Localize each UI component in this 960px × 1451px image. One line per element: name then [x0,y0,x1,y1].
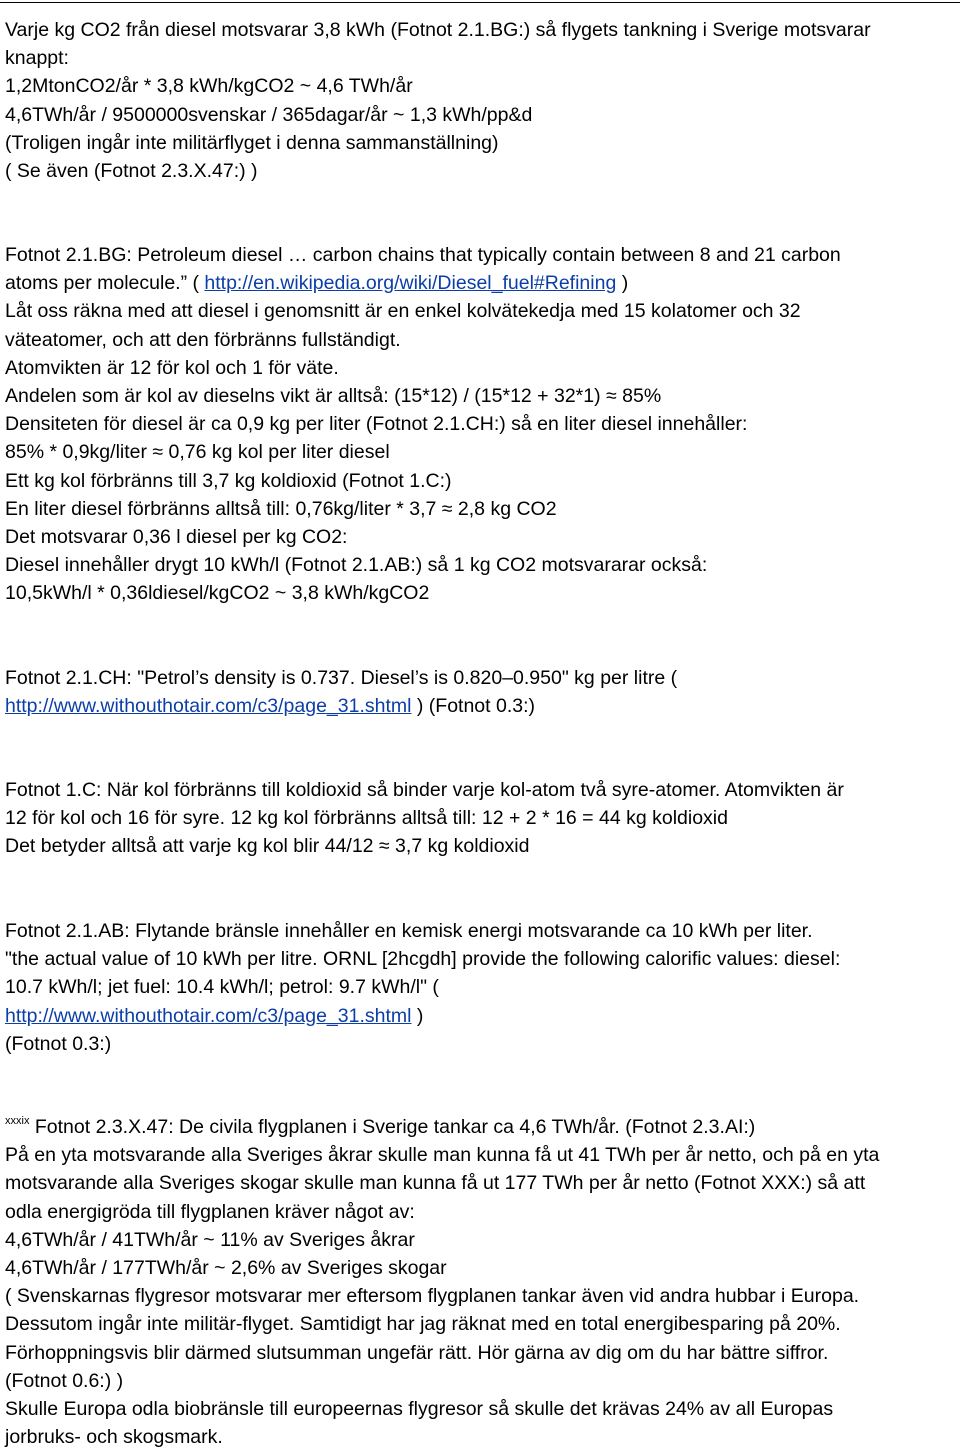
text-line: 4,6TWh/år / 41TWh/år ~ 11% av Sveriges åkrar [5,1228,415,1251]
wikipedia-diesel-link[interactable]: http://en.wikipedia.org/wiki/Diesel_fuel#Refining [204,272,617,295]
text-line: knappt: [5,47,69,70]
text-line: Skulle Europa odla biobränsle till europeernas flygresor så skulle det krävas 24% av all Europas [5,1397,834,1420]
text-line: 4,6TWh/år / 9500000svenskar / 365dagar/år ~ 1,3 kWh/pp&d [5,103,533,126]
text-line: En liter diesel förbränns alltså till: 0,76kg/liter * 3,7 ≈ 2,8 kg CO2 [5,497,557,520]
text-line: 10.7 kWh/l; jet fuel: 10.4 kWh/l; petrol: 9.7 kWh/l" ( [5,976,439,999]
text-line: odla energigröda till flygplanen kräver något av: [5,1200,415,1223]
intro-paragraph [5,16,955,185]
footnote-marker: xxxix [5,1115,30,1127]
text-fragment: atoms per molecule.” ( [5,272,205,295]
text-fragment: ) [616,272,629,295]
withouthotair-link[interactable]: http://www.withouthotair.com/c3/page_31.shtml [5,695,412,718]
text-line: 10,5kWh/l * 0,36ldiesel/kgCO2 ~ 3,8 kWh/kgCO2 [5,582,430,605]
text-line [5,692,955,720]
text-line: Det motsvarar 0,36 l diesel per kg CO2: [5,525,348,548]
text-line: Fotnot 2.1.AB: Flytande bränsle innehåller en kemisk energi motsvarande ca 10 kWh per liter. [5,920,813,942]
text-line: väteatomer, och att den förbränns fullständigt. [5,328,401,351]
text-line: Varje kg CO2 från diesel motsvarar 3,8 kWh (Fotnot 2.1.BG:) så flygets tankning i Sverige motsvarar [5,19,871,41]
text-line: Diesel innehåller drygt 10 kWh/l (Fotnot 2.1.AB:) så 1 kg CO2 motsvararar också: [5,554,708,577]
text-line: Låt oss räkna med att diesel i genomsnitt är en enkel kolvätekedja med 15 kolatomer och 32 [5,300,801,323]
text-fragment: Fotnot 2.3.X.47: De civila flygplanen i Sverige tankar ca 4,6 TWh/år. (Fotnot 2.3.AI:) [29,1116,756,1138]
withouthotair-link[interactable]: http://www.withouthotair.com/c3/page_31.shtml [5,1004,412,1027]
text-line: 85% * 0,9kg/liter ≈ 0,76 kg kol per liter diesel [5,441,390,464]
text-line [5,269,955,297]
text-line: ( Svenskarnas flygresor motsvarar mer eftersom flygplanen tankar även vid andra hubbar i Europa. [5,1285,860,1308]
text-line: jorbruks- och skogsmark. [5,1426,223,1449]
text-line: 1,2MtonCO2/år * 3,8 kWh/kgCO2 ~ 4,6 TWh/år [5,75,413,98]
text-line: motsvarande alla Sveriges skogar skulle man kunna få ut 177 TWh per år netto (Fotnot XXX:) så att [5,1172,866,1195]
text-line: Fotnot 2.1.CH: "Petrol’s density is 0.737. Diesel’s is 0.820–0.950" kg per litre ( [5,667,678,689]
footnote-2-1-ch [5,664,955,720]
footnote-2-1-bg [5,241,955,607]
text-fragment: ) (Fotnot 0.3:) [411,695,536,718]
top-border-rule [0,2,960,3]
text-line: 12 för kol och 16 för syre. 12 kg kol förbränns alltså till: 12 + 2 * 16 = 44 kg koldioxid [5,807,728,830]
text-line: Fotnot 1.C: När kol förbränns till koldioxid så binder varje kol-atom två syre-atomer. Atomvikten är [5,779,844,801]
text-line: (Troligen ingår inte militärflyget i denna sammanställning) [5,131,499,154]
text-line: (Fotnot 0.6:) ) [5,1369,124,1392]
text-line: Förhoppningsvis blir därmed slutsumman ungefär rätt. Hör gärna av dig om du har bättre siffror. [5,1341,829,1364]
text-line: 4,6TWh/år / 177TWh/år ~ 2,6% av Sveriges skogar [5,1256,447,1279]
text-line: ( Se även (Fotnot 2.3.X.47:) ) [5,159,258,182]
text-line: Densiteten för diesel är ca 0,9 kg per liter (Fotnot 2.1.CH:) så en liter diesel innehåller: [5,413,748,436]
text-line: (Fotnot 0.3:) [5,1032,112,1055]
text-line: "the actual value of 10 kWh per litre. ORNL [2hcgdh] provide the following calorific values: diesel: [5,948,841,971]
text-line [5,1113,955,1141]
footnote-2-3-x-47 [5,1113,955,1451]
text-line: Fotnot 2.1.BG: Petroleum diesel … carbon chains that typically contain between 8 and 21 carbon [5,244,841,266]
text-line: Atomvikten är 12 för kol och 1 för väte. [5,356,339,379]
text-line [5,1002,955,1030]
text-line: Dessutom ingår inte militär-flyget. Samtidigt har jag räknat med en total energibesparing på 20%. [5,1313,841,1336]
text-line: Ett kg kol förbränns till 3,7 kg koldioxid (Fotnot 1.C:) [5,469,452,492]
text-fragment: ) [411,1004,424,1027]
text-line: Det betyder alltså att varje kg kol blir 44/12 ≈ 3,7 kg koldioxid [5,835,530,858]
text-line: Andelen som är kol av dieselns vikt är alltså: (15*12) / (15*12 + 32*1) ≈ 85% [5,384,662,407]
footnote-2-1-ab [5,917,955,1058]
text-line: På en yta motsvarande alla Sveriges åkrar skulle man kunna få ut 41 TWh per år netto, och på en yta [5,1144,880,1167]
footnote-1-c [5,776,955,861]
